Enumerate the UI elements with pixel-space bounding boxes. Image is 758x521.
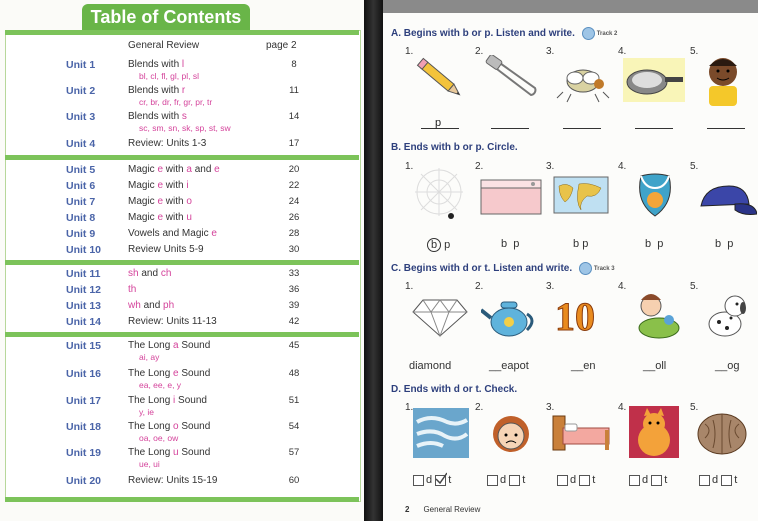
title-part: The Long: [128, 368, 174, 379]
title-part: th: [128, 284, 137, 295]
dalmatian-dog-icon: [701, 292, 751, 340]
diamond-icon: [411, 296, 469, 338]
frying-pan-icon: [623, 58, 685, 102]
item-number: 5.: [690, 161, 699, 172]
title-part: with: [163, 164, 187, 175]
book-gutter: [364, 0, 383, 521]
unit-title: [128, 447, 210, 469]
page-footer: [405, 505, 480, 514]
checkbox-t[interactable]: [651, 475, 662, 486]
title-part: s: [181, 111, 187, 122]
section-a-text: A. Begins with b or p. Listen and write.: [391, 28, 575, 40]
title-part: and: [191, 164, 215, 175]
answer-word[interactable]: __en: [571, 360, 596, 372]
checkbox-d[interactable]: [487, 475, 498, 486]
title-part: Blends with: [128, 59, 182, 70]
track-3[interactable]: Track 3: [579, 262, 615, 275]
title-part: i: [186, 180, 189, 191]
title-part: o: [173, 421, 179, 432]
wind-icon: [413, 408, 469, 458]
answer-text: p: [435, 117, 442, 129]
section-divider: [5, 332, 359, 337]
unit-subtitle: ea, ee, e, y: [139, 380, 182, 390]
title-part: e: [157, 196, 164, 207]
page-title-bar: [383, 0, 758, 13]
unit-title: [128, 111, 231, 133]
toc-header-page: page 2: [266, 40, 297, 51]
choice[interactable]: b: [715, 238, 722, 250]
page-number: 54: [288, 421, 300, 432]
title-part: ch: [160, 268, 172, 279]
unit-label: Unit 1: [66, 59, 96, 71]
title-part: The Long: [128, 447, 174, 458]
answer-line[interactable]: [707, 128, 745, 129]
unit-label: Unit 11: [66, 268, 101, 280]
title-part: Review: Units 15-19: [128, 475, 218, 486]
footer-label: General Review: [423, 505, 481, 514]
choice-pair: [715, 238, 733, 250]
unit-label: Unit 3: [66, 111, 96, 123]
unit-label: Unit 15: [66, 340, 102, 352]
unit-title: [128, 212, 192, 224]
title-part: The Long: [128, 340, 174, 351]
title-part: Review: Units 1-3: [128, 138, 207, 149]
unit-subtitle: oa, oe, ow: [139, 433, 179, 443]
title-part: l: [181, 59, 185, 70]
cap-icon: [695, 184, 757, 220]
unit-subtitle: y, ie: [139, 407, 154, 417]
page-number: 45: [288, 340, 300, 351]
bed-icon: [551, 412, 611, 456]
section-divider: [5, 155, 359, 160]
title-part: a: [186, 164, 192, 175]
unit-title: [128, 368, 210, 390]
title-part: u: [173, 447, 179, 458]
title-part: r: [181, 85, 186, 96]
bib-icon: [633, 172, 677, 220]
unit-title: [128, 138, 206, 150]
unit-title: [128, 268, 171, 280]
section-c-heading: [391, 262, 615, 275]
review-page: [383, 0, 758, 521]
section-b-heading: B. Ends with b or p. Circle.: [391, 142, 518, 153]
item-number: 2.: [475, 161, 484, 172]
choice[interactable]: b: [645, 238, 652, 250]
map-icon: [553, 176, 609, 214]
unit-title: [128, 196, 192, 208]
choice-pair: [501, 238, 519, 250]
unit-title: [128, 316, 217, 328]
title-part: Blends with: [128, 85, 182, 96]
section-divider: [5, 30, 359, 35]
title-part: e: [173, 368, 179, 379]
toc-title: Table of Contents: [82, 4, 250, 31]
walnut-icon: [695, 410, 749, 458]
choice[interactable]: p: [513, 238, 520, 250]
unit-title: [128, 395, 207, 417]
item-number: 3.: [546, 402, 555, 413]
title-part: with: [163, 196, 187, 207]
unit-title: [128, 475, 217, 487]
answer-line[interactable]: [635, 128, 673, 129]
section-a-heading: [391, 27, 617, 40]
page-number: 33: [288, 268, 300, 279]
item-number: 4.: [618, 402, 627, 413]
title-part: with: [163, 212, 187, 223]
page-number: 14: [288, 111, 300, 122]
safety-pin-icon: [483, 55, 543, 105]
checkbox-d[interactable]: [629, 475, 640, 486]
check-pair: d t: [413, 474, 451, 486]
unit-label: Unit 8: [66, 212, 96, 224]
page-number: 2: [405, 505, 410, 514]
checkbox-t-checked[interactable]: [435, 475, 446, 486]
page-number: 36: [288, 284, 300, 295]
unit-label: Unit 5: [66, 164, 96, 176]
unit-subtitle: ai, ay: [139, 352, 160, 362]
choice[interactable]: b: [501, 238, 508, 250]
unit-title: [128, 164, 220, 176]
choice-pair: [645, 238, 663, 250]
checkbox-d[interactable]: [557, 475, 568, 486]
title-part: Review Units 5-9: [128, 244, 204, 255]
unit-title: [128, 180, 189, 192]
unit-title: [128, 85, 212, 107]
doll-icon: [629, 290, 683, 340]
check-pair: d t: [629, 474, 667, 486]
answer-line[interactable]: [563, 128, 601, 129]
unit-title: [128, 300, 174, 312]
item-number: 1.: [405, 46, 414, 57]
item-number: 2.: [475, 402, 484, 413]
item-number: 5.: [690, 46, 699, 57]
title-part: u: [186, 212, 192, 223]
checkbox-t[interactable]: [579, 475, 590, 486]
track-2[interactable]: Track 2: [582, 27, 618, 40]
cd-icon: [579, 262, 592, 275]
answer-word[interactable]: __eapot: [489, 360, 529, 372]
page-number: 20: [288, 164, 300, 175]
choice-pair: [427, 238, 450, 252]
title-part: e: [211, 228, 217, 239]
page-number: 24: [288, 196, 300, 207]
bug-icon: [553, 56, 613, 106]
page-number: 57: [288, 447, 300, 458]
section-c-text: C. Begins with d or t. Listen and write.: [391, 263, 573, 275]
cd-icon: [582, 27, 595, 40]
circled-choice[interactable]: b: [427, 238, 441, 252]
title-part: e: [157, 212, 164, 223]
unit-label: Unit 18: [66, 421, 102, 433]
teapot-icon: [481, 294, 539, 340]
title-part: Review: Units 11-13: [128, 316, 217, 327]
item-number: 3.: [546, 281, 555, 292]
page-number: 22: [288, 180, 300, 191]
unit-label: Unit 4: [66, 138, 96, 150]
title-part: Sound: [178, 340, 211, 351]
unit-title: [128, 59, 199, 81]
choice[interactable]: p: [582, 238, 589, 250]
unit-title: [128, 228, 217, 240]
item-number: 1.: [405, 281, 414, 292]
item-number: 4.: [618, 46, 627, 57]
choice[interactable]: b: [573, 238, 580, 250]
checkbox-t[interactable]: [509, 475, 520, 486]
unit-label: Unit 16: [66, 368, 102, 380]
choice[interactable]: p: [657, 238, 664, 250]
page-number: 17: [288, 138, 300, 149]
item-number: 1.: [405, 402, 414, 413]
boy-icon: [703, 52, 743, 108]
unit-subtitle: sc, sm, sn, sk, sp, st, sw: [139, 123, 231, 133]
title-part: Sound: [178, 368, 211, 379]
title-part: and: [140, 300, 164, 311]
number-ten-graphic: 10: [555, 294, 595, 339]
item-number: 4.: [618, 161, 627, 172]
sad-girl-icon: [487, 410, 535, 458]
pencil-icon: [410, 52, 470, 107]
title-part: Magic: [128, 212, 158, 223]
section-d-heading: D. Ends with d or t. Check.: [391, 384, 518, 395]
title-part: and: [138, 268, 161, 279]
unit-label: Unit 19: [66, 447, 102, 459]
page-number: 42: [288, 316, 300, 327]
title-part: The Long: [128, 395, 174, 406]
section-divider: [5, 497, 359, 502]
choice[interactable]: p: [727, 238, 734, 250]
section-divider: [5, 260, 359, 265]
item-number: 5.: [690, 281, 699, 292]
page-number: 30: [288, 244, 300, 255]
page-number: 28: [288, 228, 300, 239]
title-part: Sound: [175, 395, 207, 406]
unit-label: Unit 12: [66, 284, 102, 296]
unit-subtitle: bl, cl, fl, gl, pl, sl: [139, 71, 199, 81]
item-number: 2.: [475, 46, 484, 57]
check-pair: d t: [699, 474, 737, 486]
title-part: e: [214, 164, 220, 175]
page-number: 26: [288, 212, 300, 223]
checkbox-t[interactable]: [721, 475, 732, 486]
title-part: o: [186, 196, 192, 207]
unit-label: Unit 6: [66, 180, 96, 192]
checkbox-d[interactable]: [413, 475, 424, 486]
item-number: 2.: [475, 281, 484, 292]
page-number: 51: [288, 395, 300, 406]
answer-word[interactable]: __og: [715, 360, 740, 372]
unit-subtitle: cr, br, dr, fr, gr, pr, tr: [139, 97, 213, 107]
title-part: a: [173, 340, 179, 351]
title-part: Vowels and Magic: [128, 228, 212, 239]
cat-icon: [629, 406, 679, 458]
title-part: Magic: [128, 196, 158, 207]
item-number: 3.: [546, 161, 555, 172]
check-pair: d t: [487, 474, 525, 486]
page-number: 48: [288, 368, 300, 379]
title-part: Sound: [178, 447, 211, 458]
page-number: 8: [291, 59, 297, 70]
title-part: with: [163, 180, 187, 191]
unit-label: Unit 9: [66, 228, 96, 240]
title-part: Magic: [128, 180, 158, 191]
unit-title: [128, 340, 210, 362]
item-number: 3.: [546, 46, 555, 57]
page-number: 11: [289, 85, 299, 96]
toc-header-section: General Review: [128, 40, 200, 51]
answer-word[interactable]: __oll: [643, 360, 667, 372]
answer-line[interactable]: [491, 128, 529, 129]
unit-title: [128, 284, 136, 296]
page-number: 60: [288, 475, 300, 486]
title-part: Blends with: [128, 111, 182, 122]
check-pair: d t: [557, 474, 595, 486]
answer-word[interactable]: diamond: [409, 360, 452, 372]
item-number: 1.: [405, 161, 414, 172]
title-part: ph: [163, 300, 175, 311]
choice[interactable]: p: [444, 239, 451, 251]
title-part: e: [157, 164, 164, 175]
title-part: Magic: [128, 164, 158, 175]
item-number: 5.: [690, 402, 699, 413]
unit-title: [128, 244, 204, 256]
unit-label: Unit 2: [66, 85, 96, 97]
unit-label: Unit 13: [66, 300, 102, 312]
title-part: e: [157, 180, 164, 191]
checkbox-d[interactable]: [699, 475, 710, 486]
unit-label: Unit 14: [66, 316, 102, 328]
title-part: Sound: [178, 421, 211, 432]
unit-label: Unit 7: [66, 196, 96, 208]
title-part: sh: [128, 268, 139, 279]
unit-title: [128, 421, 210, 443]
item-number: 4.: [618, 281, 627, 292]
page-number: 39: [288, 300, 300, 311]
unit-subtitle: ue, ui: [139, 459, 160, 469]
unit-label: Unit 20: [66, 475, 102, 487]
spider-web-icon: [411, 166, 466, 226]
toc-page: [0, 0, 364, 521]
title-part: i: [173, 395, 176, 406]
bathtub-icon: [479, 176, 543, 218]
unit-label: Unit 17: [66, 395, 102, 407]
unit-label: Unit 10: [66, 244, 102, 256]
choice-pair: [573, 238, 588, 250]
title-part: The Long: [128, 421, 174, 432]
title-part: wh: [128, 300, 141, 311]
